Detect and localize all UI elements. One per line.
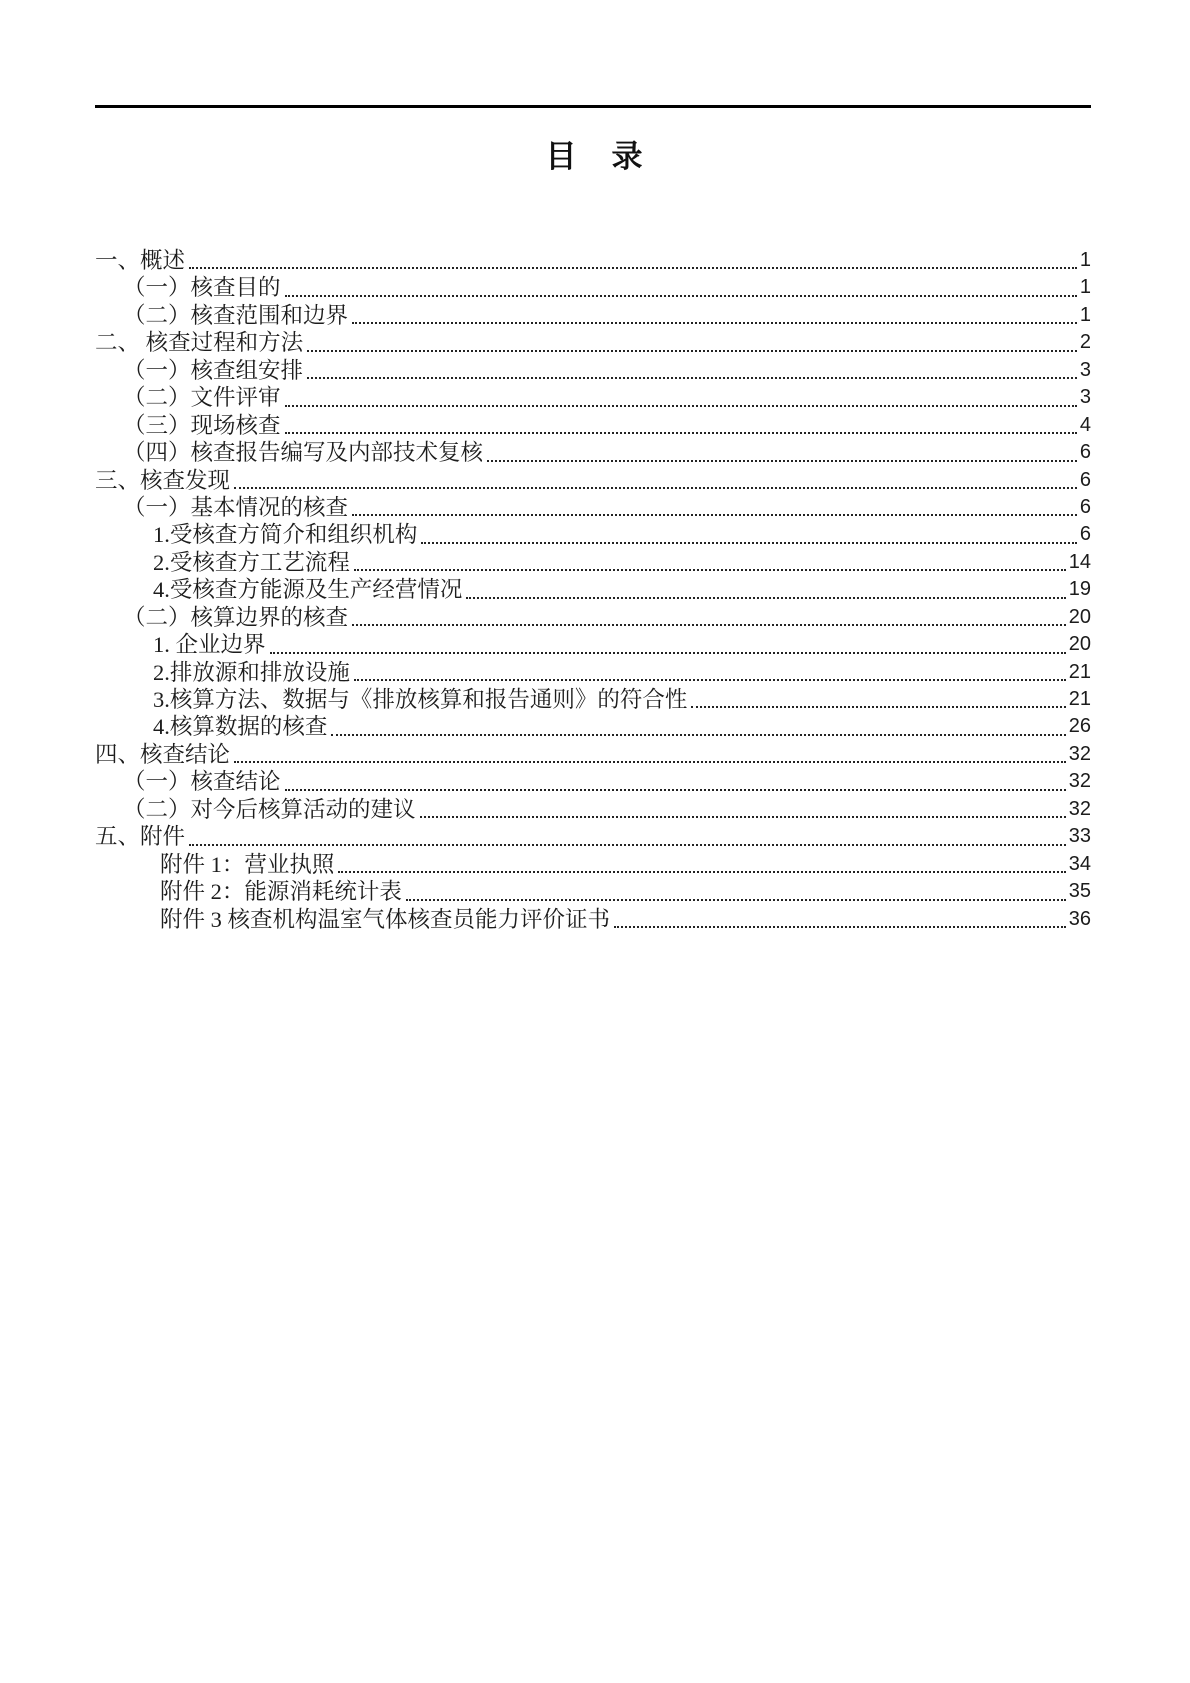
toc-entry[interactable]: [95, 878, 1091, 905]
toc-entry-page: 6: [1079, 468, 1091, 491]
toc-entry-page: 33: [1068, 825, 1091, 848]
dotted-leader: [285, 384, 1077, 406]
toc-entry-label: （二）对今后核算活动的建议: [123, 796, 416, 822]
toc-entry-label: 2.排放源和排放设施: [153, 659, 350, 685]
toc-entry-page: 2: [1079, 331, 1091, 354]
toc-entry-page: 21: [1068, 660, 1091, 683]
dotted-leader: [307, 329, 1077, 351]
toc-entry-label: 1. 企业边界: [153, 632, 266, 658]
dotted-leader: [421, 521, 1076, 543]
toc-entry-page: 32: [1068, 770, 1091, 793]
toc-entry[interactable]: [95, 713, 1091, 740]
toc-entry-page: 35: [1068, 880, 1091, 903]
toc-entry-label: 4.受核查方能源及生产经营情况: [153, 577, 463, 603]
toc-entry-page: 19: [1068, 578, 1091, 601]
toc-entry[interactable]: [95, 384, 1091, 411]
toc-entry-label: （一）核查目的: [123, 275, 281, 301]
dotted-leader: [691, 686, 1065, 708]
toc-entry-page: 20: [1068, 605, 1091, 628]
dotted-leader: [420, 796, 1066, 818]
dotted-leader: [285, 768, 1066, 790]
toc-entry[interactable]: [95, 796, 1091, 823]
toc-entry[interactable]: [95, 329, 1091, 356]
toc-entry-page: 36: [1068, 907, 1091, 930]
toc-entry-label: （二）核查范围和边界: [123, 302, 349, 328]
toc-entry-label: 1.受核查方简介和组织机构: [153, 522, 418, 548]
toc-entry[interactable]: [95, 549, 1091, 576]
toc-entry-label: （三）现场核查: [123, 412, 281, 438]
toc-entry-label: 三、核查发现: [95, 467, 231, 493]
toc-entry-label: 五、附件: [95, 824, 186, 850]
toc-entry-page: 1: [1079, 249, 1091, 271]
toc-entry[interactable]: [95, 686, 1091, 713]
toc-entry[interactable]: [95, 494, 1091, 521]
dotted-leader: [352, 302, 1077, 324]
dotted-leader: [234, 741, 1066, 763]
dotted-leader: [189, 823, 1066, 845]
toc-entry-label: 3.核算方法、数据与《排放核算和报告通则》的符合性: [153, 687, 688, 712]
dotted-leader: [354, 659, 1066, 681]
toc-entry-label: （四）核查报告编写及内部技术复核: [123, 440, 484, 466]
toc-entry-label: 一、概述: [95, 248, 186, 273]
toc-entry-page: 3: [1079, 386, 1091, 409]
dotted-leader: [307, 357, 1077, 379]
toc-entry-label: （一）基本情况的核查: [123, 494, 349, 520]
toc-entry[interactable]: [95, 604, 1091, 631]
toc-entry[interactable]: [95, 439, 1091, 466]
toc-entry[interactable]: [95, 576, 1091, 603]
toc-entry[interactable]: [95, 823, 1091, 850]
toc-entry-page: 26: [1068, 715, 1091, 738]
toc-entry[interactable]: [95, 768, 1091, 795]
dotted-leader: [331, 713, 1065, 735]
toc-entry[interactable]: [95, 631, 1091, 658]
toc-entry-page: 1: [1079, 276, 1091, 299]
toc-entry-label: 4.核算数据的核查: [153, 714, 328, 740]
toc-entry-page: 4: [1079, 413, 1091, 436]
toc-entry[interactable]: [95, 247, 1091, 274]
dotted-leader: [406, 878, 1066, 900]
toc-entry[interactable]: [95, 851, 1091, 878]
toc-entry[interactable]: [95, 906, 1091, 933]
dotted-leader: [234, 467, 1077, 489]
toc-entry-label: 四、核查结论: [95, 741, 231, 767]
toc-entry-label: （二）文件评审: [123, 385, 281, 411]
toc-entry-page: 3: [1079, 358, 1091, 381]
toc-entry[interactable]: [95, 659, 1091, 686]
toc-entry[interactable]: [95, 274, 1091, 301]
toc-entry-page: 32: [1068, 797, 1091, 820]
dotted-leader: [354, 549, 1066, 571]
toc-entry[interactable]: [95, 741, 1091, 768]
dotted-leader: [285, 274, 1077, 296]
toc-entry-label: 附件 3 核查机构温室气体核查员能力评价证书: [160, 906, 611, 932]
toc-entry-page: 32: [1068, 742, 1091, 765]
toc-entry-label: 二、 核查过程和方法: [95, 330, 304, 356]
toc-entry-label: （二）核算边界的核查: [123, 604, 349, 630]
dotted-leader: [487, 439, 1077, 461]
dotted-leader: [466, 576, 1065, 598]
header-rule: [95, 105, 1091, 108]
toc-entry-page: 34: [1068, 852, 1091, 875]
toc-entry-label: 2.受核查方工艺流程: [153, 549, 350, 575]
toc-entry-page: 1: [1079, 303, 1091, 326]
toc-entry-page: 20: [1068, 633, 1091, 656]
dotted-leader: [189, 247, 1077, 269]
toc-entry[interactable]: [95, 357, 1091, 384]
toc-entry-label: 附件 2：能源消耗统计表: [160, 879, 402, 905]
dotted-leader: [352, 494, 1077, 516]
toc-entry-page: 6: [1079, 523, 1091, 546]
toc-entry[interactable]: [95, 521, 1091, 548]
toc-entry-page: 14: [1068, 550, 1091, 573]
toc-list: [95, 247, 1091, 933]
toc-entry-label: 附件 1：营业执照: [160, 851, 335, 877]
dotted-leader: [285, 412, 1077, 434]
toc-entry-page: 6: [1079, 441, 1091, 464]
dotted-leader: [352, 604, 1066, 626]
toc-entry-page: 21: [1068, 688, 1091, 710]
toc-entry-page: 6: [1079, 495, 1091, 518]
toc-entry[interactable]: [95, 302, 1091, 329]
toc-entry-label: （一）核查结论: [123, 769, 281, 795]
dotted-leader: [270, 631, 1066, 653]
toc-entry[interactable]: [95, 412, 1091, 439]
dotted-leader: [614, 906, 1066, 928]
toc-entry[interactable]: [95, 467, 1091, 494]
dotted-leader: [338, 851, 1065, 873]
page-title: 目 录: [545, 139, 645, 174]
toc-entry-label: （一）核查组安排: [123, 357, 304, 383]
